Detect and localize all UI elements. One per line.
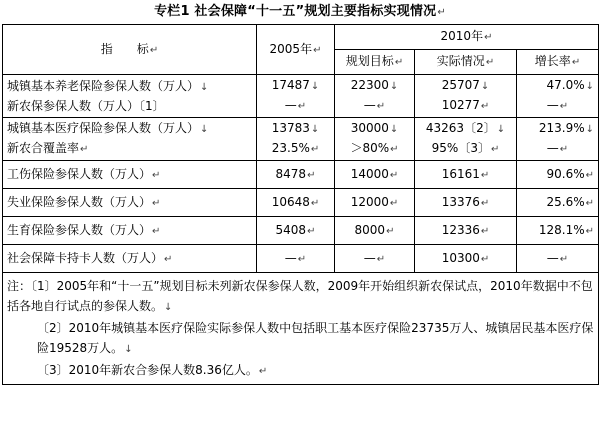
return-mark: ↵ — [307, 225, 316, 237]
table-row — [3, 245, 599, 273]
indicator-cell — [3, 118, 257, 161]
value-2005: — — [284, 98, 297, 112]
actual-value: 25707 — [441, 78, 480, 92]
header-growth — [517, 50, 599, 75]
return-mark: ↵ — [480, 169, 490, 181]
line-break-mark: ↓ — [480, 81, 490, 92]
header-2005 — [257, 25, 335, 75]
planned-value: ＞80% — [350, 141, 390, 155]
line-break-mark: ↓ — [310, 81, 320, 92]
line-break-mark: ↓ — [389, 81, 399, 92]
return-mark: ↵ — [490, 144, 500, 155]
table-row — [3, 189, 599, 217]
header-actual — [415, 50, 517, 75]
actual-cell — [415, 161, 517, 189]
indicator-cell — [3, 217, 257, 245]
indicator-cell — [3, 161, 257, 189]
growth-cell — [517, 245, 599, 273]
table-row — [3, 75, 599, 118]
return-mark: ↵ — [484, 32, 493, 43]
planned-cell — [335, 118, 415, 161]
note-1 — [7, 276, 594, 318]
actual-value: 43263〔2〕 — [425, 121, 496, 135]
planned-value: 30000 — [350, 121, 389, 135]
actual-cell — [415, 75, 517, 118]
table-title — [2, 0, 598, 24]
growth-value: 25.6% — [546, 194, 585, 209]
line-break-mark: ↓ — [124, 344, 133, 355]
line-break-mark: ↓ — [200, 81, 209, 93]
indicator-cell — [3, 245, 257, 273]
value-2005: 23.5% — [271, 141, 310, 155]
return-mark: ↵ — [297, 101, 307, 112]
return-mark: ↵ — [389, 169, 399, 181]
header-planned — [335, 50, 415, 75]
indicator-cell — [3, 75, 257, 118]
indicator-name: 失业保险参保人数（万人） — [7, 194, 152, 209]
return-mark: ↵ — [310, 144, 320, 155]
note-3 — [7, 360, 594, 382]
planned-value: — — [363, 98, 376, 112]
line-break-mark: ↓ — [200, 124, 209, 135]
growth-cell — [517, 118, 599, 161]
table-row — [3, 217, 599, 245]
indicator-name: 新农合覆盖率 — [7, 141, 80, 155]
indicator-name: 工伤保险参保人数（万人） — [7, 166, 152, 181]
return-mark: ↵ — [297, 253, 307, 265]
return-mark: ↵ — [390, 144, 399, 155]
return-mark: ↵ — [313, 44, 322, 56]
planned-value: 22300 — [350, 78, 389, 92]
actual-value: 12336 — [441, 222, 480, 237]
value-2005-cell — [257, 245, 335, 273]
growth-cell — [517, 161, 599, 189]
indicator-name: 城镇基本医疗保险参保人数（万人） — [7, 121, 200, 135]
return-mark: ↵ — [485, 57, 495, 68]
return-mark: ↵ — [258, 366, 268, 377]
growth-value: — — [546, 250, 559, 265]
return-mark: ↵ — [480, 253, 490, 265]
value-2005-cell — [257, 161, 335, 189]
return-mark: ↵ — [80, 144, 89, 155]
return-mark: ↵ — [376, 253, 386, 265]
table-row — [3, 161, 599, 189]
growth-cell — [517, 217, 599, 245]
return-mark: ↵ — [310, 197, 320, 209]
indicators-table — [2, 24, 599, 385]
return-mark: ↵ — [152, 197, 161, 209]
value-2005: — — [284, 250, 297, 265]
planned-cell — [335, 189, 415, 217]
return-mark: ↵ — [389, 197, 399, 209]
actual-value: 10277 — [441, 98, 480, 112]
return-mark: ↵ — [152, 169, 161, 181]
header-planned-label: 规划目标 — [345, 54, 394, 68]
note-3-text: 〔3〕2010年新农合参保人数8.36亿人。 — [37, 363, 258, 377]
line-break-mark: ↓ — [310, 124, 320, 135]
return-mark: ↵ — [164, 253, 173, 265]
planned-cell — [335, 161, 415, 189]
return-mark: ↵ — [149, 44, 159, 56]
line-break-mark: ↓ — [585, 124, 594, 135]
header-actual-label: 实际情况 — [436, 54, 485, 68]
growth-value: — — [546, 141, 559, 155]
planned-cell — [335, 245, 415, 273]
growth-cell — [517, 75, 599, 118]
line-break-mark: ↓ — [585, 81, 594, 92]
return-mark: ↵ — [152, 225, 161, 237]
value-2005-cell — [257, 189, 335, 217]
return-mark: ↵ — [386, 225, 395, 237]
notes-cell — [3, 273, 599, 385]
value-2005-cell — [257, 75, 335, 118]
return-mark: ↵ — [585, 169, 594, 181]
actual-value: 13376 — [441, 194, 480, 209]
return-mark: ↵ — [559, 101, 569, 112]
return-mark: ↵ — [559, 253, 569, 265]
return-mark: ↵ — [585, 225, 594, 237]
notes-row — [3, 273, 599, 385]
indicator-name: 生育保险参保人数（万人） — [7, 222, 152, 237]
value-2005: 8478 — [275, 166, 307, 181]
value-2005-cell — [257, 118, 335, 161]
header-row-1 — [3, 25, 599, 50]
indicator-cell — [3, 189, 257, 217]
actual-value: 95%〔3〕 — [431, 141, 490, 155]
planned-value: 8000 — [354, 222, 386, 237]
return-mark: ↵ — [559, 144, 569, 155]
header-2010 — [335, 25, 599, 50]
actual-value: 10300 — [441, 250, 480, 265]
actual-cell — [415, 245, 517, 273]
return-mark: ↵ — [480, 225, 490, 237]
indicator-name: 新农保参保人数（万人）〔1〕 — [7, 98, 165, 113]
note-2-text: 〔2〕2010年城镇基本医疗保险实际参保人数中包括职工基本医疗保险23735万人、城镇居民基本医疗保险19528万人。 — [37, 321, 594, 355]
growth-value: 213.9% — [538, 121, 585, 135]
return-mark: ↵ — [394, 57, 404, 68]
growth-cell — [517, 189, 599, 217]
growth-value: — — [546, 98, 559, 112]
table-row — [3, 118, 599, 161]
header-2010-label: 2010年 — [440, 29, 484, 43]
line-break-mark: ↓ — [164, 302, 173, 313]
return-mark: ↵ — [307, 169, 316, 181]
line-break-mark: ↓ — [496, 124, 506, 135]
return-mark: ↵ — [480, 101, 490, 112]
return-mark: ↵ — [437, 7, 446, 18]
header-indicator-label: 指 标 — [100, 41, 149, 56]
return-mark: ↵ — [376, 101, 386, 112]
value-2005: 10648 — [271, 194, 310, 209]
value-2005: 5408 — [275, 222, 307, 237]
table-title-text: 专栏1 社会保障“十一五”规划主要指标实现情况 — [154, 4, 437, 19]
actual-cell — [415, 189, 517, 217]
return-mark: ↵ — [571, 57, 581, 68]
actual-value: 16161 — [441, 166, 480, 181]
growth-value: 90.6% — [546, 166, 585, 181]
planned-cell — [335, 217, 415, 245]
planned-value: 12000 — [350, 194, 389, 209]
planned-cell — [335, 75, 415, 118]
indicator-name: 城镇基本养老保险参保人数（万人） — [7, 78, 200, 93]
note-1-text: 注：〔1〕2005年和“十一五”规划目标未列新农保参保人数，2009年开始组织新农保试点，2010年数据中不包括各地自行试点的参保人数。 — [7, 279, 593, 313]
value-2005-cell — [257, 217, 335, 245]
return-mark: ↵ — [480, 197, 490, 209]
value-2005: 17487 — [271, 78, 310, 92]
header-indicator — [3, 25, 257, 75]
planned-value: 14000 — [350, 166, 389, 181]
note-2 — [7, 318, 594, 360]
line-break-mark: ↓ — [389, 124, 399, 135]
indicator-name: 社会保障卡持卡人数（万人） — [7, 250, 164, 265]
return-mark: ↵ — [585, 197, 594, 209]
actual-cell — [415, 217, 517, 245]
growth-value: 128.1% — [538, 222, 585, 237]
header-growth-label: 增长率 — [534, 54, 571, 68]
value-2005: 13783 — [271, 121, 310, 135]
actual-cell — [415, 118, 517, 161]
growth-value: 47.0% — [546, 78, 585, 92]
planned-value: — — [363, 250, 376, 265]
header-2005-label: 2005年 — [269, 41, 313, 56]
